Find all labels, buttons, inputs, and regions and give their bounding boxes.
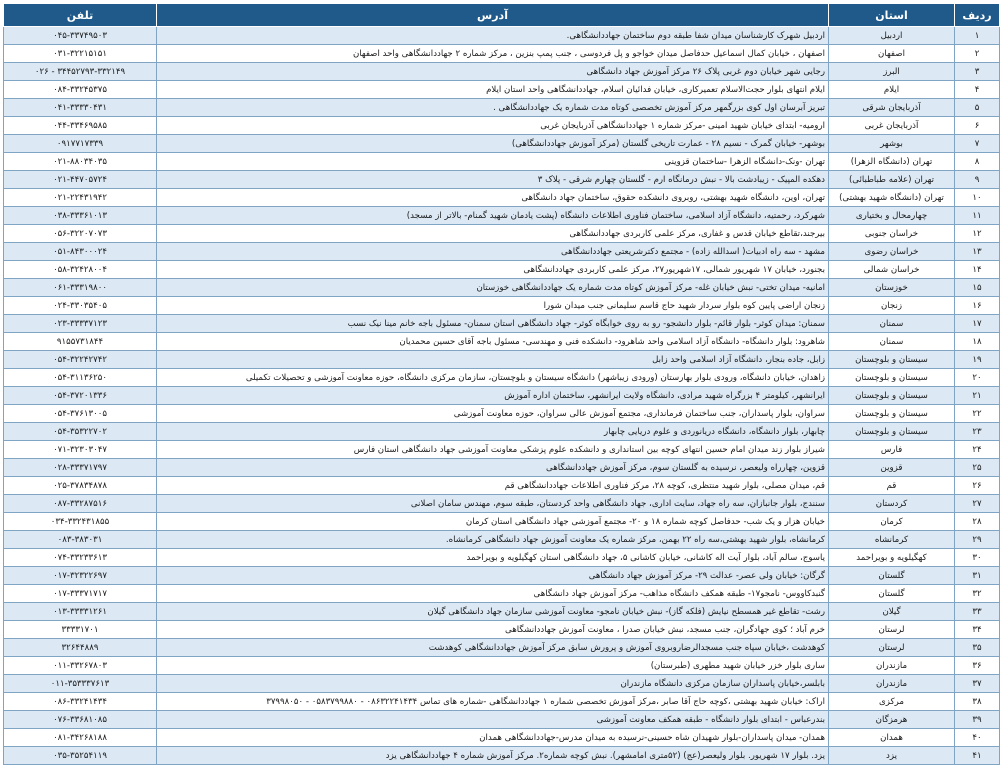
header-province: استان (829, 4, 955, 27)
row-number-cell: ۱۲ (955, 225, 1000, 243)
row-number-cell: ۱۹ (955, 351, 1000, 369)
province-cell: اردبیل (829, 27, 955, 45)
phone-cell: ۰۳۴-۳۳۲۴۳۱۸۵۵ (4, 513, 157, 531)
row-number-cell: ۴۱ (955, 747, 1000, 765)
row-number-cell: ۱۳ (955, 243, 1000, 261)
table-row (4, 603, 1000, 621)
phone-cell: ۰۷۴-۳۳۲۳۳۶۱۳ (4, 549, 157, 567)
phone-cell: ۰۱۷-۳۳۳۷۱۷۱۷ (4, 585, 157, 603)
province-cell: سیستان و بلوچستان (829, 405, 955, 423)
table-row (4, 333, 1000, 351)
address-cell: شیراز بلوار زند میدان امام حسین انتهای کوچه بین استانداری و دانشکده علوم پزشکی معاونت آموزشی جهاد دانشگاهی استان فارس (157, 441, 829, 459)
phone-cell: ۳۳۳۳۱۷۰۱ (4, 621, 157, 639)
phone-cell: ۰۳۸-۳۳۳۶۱۰۱۳ (4, 207, 157, 225)
table-row (4, 63, 1000, 81)
row-number-cell: ۱۶ (955, 297, 1000, 315)
row-number-cell: ۸ (955, 153, 1000, 171)
address-cell: بوشهر- خیابان گمرک - نسیم ۲۸ - عمارت تاریخی گلستان (مرکز آموزش جهاددانشگاهی) (157, 135, 829, 153)
row-number-cell: ۲ (955, 45, 1000, 63)
address-cell: مشهد - سه راه ادبیات( اسدالله زاده) - مجتمع دکترشریعتی جهاددانشگاهی (157, 243, 829, 261)
centers-table (3, 3, 1000, 765)
address-cell: سراوان، بلوار پاسداران، جنب ساختمان فرمانداری، مجتمع آموزش عالی سراوان، حوزه معاونت آموزشی (157, 405, 829, 423)
address-cell: ساری بلوار خزر خیابان شهید مطهری (طبرستان) (157, 657, 829, 675)
province-cell: خوزستان (829, 279, 955, 297)
address-cell: چابهار، بلوار دانشگاه، دانشگاه دریانوردی و علوم دریایی چابهار (157, 423, 829, 441)
province-cell: تهران (دانشگاه الزهرا) (829, 153, 955, 171)
row-number-cell: ۱۵ (955, 279, 1000, 297)
province-cell: تهران (دانشگاه شهید بهشتی) (829, 189, 955, 207)
address-cell: قم، میدان مصلی، بلوار شهید منتظری، کوچه ۲۸، مرکز فناوری اطلاعات جهاددانشگاهی قم (157, 477, 829, 495)
row-number-cell: ۲۲ (955, 405, 1000, 423)
province-cell: بوشهر (829, 135, 955, 153)
row-number-cell: ۳۶ (955, 657, 1000, 675)
row-number-cell: ۳۸ (955, 693, 1000, 711)
header-row-number: ردیف (955, 4, 1000, 27)
phone-cell: ۰۱۱-۳۵۳۳۳۷۶۱۳ (4, 675, 157, 693)
province-cell: البرز (829, 63, 955, 81)
address-cell: خرم آباد ؛ کوی جهادگران، جنب مسجد، نبش خیابان صدرا ، معاونت آموزش جهاددانشگاهی (157, 621, 829, 639)
table-header-row (4, 4, 1000, 27)
table-row (4, 117, 1000, 135)
row-number-cell: ۲۸ (955, 513, 1000, 531)
table-row (4, 153, 1000, 171)
province-cell: فارس (829, 441, 955, 459)
row-number-cell: ۱۰ (955, 189, 1000, 207)
phone-cell: ۰۷۶-۳۳۶۸۱۰۸۵ (4, 711, 157, 729)
address-cell: امانیه- میدان تختی- نبش خیابان غله- مرکز آموزش کوتاه مدت شماره یک جهاددانشگاهی خوزستان (157, 279, 829, 297)
phone-cell: ۰۵۴-۳۱۱۳۶۲۵۰ (4, 369, 157, 387)
phone-cell: ۰۲۱-۸۸۰۳۴۰۳۵ (4, 153, 157, 171)
phone-cell: ۰۸۷-۳۳۲۸۷۵۱۶ (4, 495, 157, 513)
phone-cell: ۰۴۵-۳۳۷۴۹۵۰۳ (4, 27, 157, 45)
table-row (4, 27, 1000, 45)
row-number-cell: ۱ (955, 27, 1000, 45)
table-row (4, 459, 1000, 477)
table-row (4, 423, 1000, 441)
province-cell: ایلام (829, 81, 955, 99)
address-cell: بندرعباس - ابتدای بلوار دانشگاه - طبقه همکف معاونت آموزشی (157, 711, 829, 729)
address-cell: زابل، جاده بنجار، دانشگاه آزاد اسلامی واحد زابل (157, 351, 829, 369)
row-number-cell: ۳۵ (955, 639, 1000, 657)
address-cell: تهران، اوین، دانشگاه شهید بهشتی، روبروی دانشکده حقوق، ساختمان جهاد دانشگاهی (157, 189, 829, 207)
table-row (4, 747, 1000, 765)
province-cell: مازندران (829, 657, 955, 675)
row-number-cell: ۱۸ (955, 333, 1000, 351)
row-number-cell: ۱۱ (955, 207, 1000, 225)
address-cell: سنندج، بلوار جانبازان، سه راه جهاد، سایت اداری، جهاد دانشگاهی واحد کردستان، طبقه سوم، مهندس سامان اصلانی (157, 495, 829, 513)
table-row (4, 261, 1000, 279)
table-row (4, 405, 1000, 423)
table-row (4, 621, 1000, 639)
address-cell: ایرانشهر، کیلومتر ۴ بزرگراه شهید مرادی، دانشگاه ولایت ایرانشهر، ساختمان اداره آموزش (157, 387, 829, 405)
table-row (4, 729, 1000, 747)
phone-cell: ۰۵۶-۳۲۲۰۷۰۷۳ (4, 225, 157, 243)
row-number-cell: ۳۰ (955, 549, 1000, 567)
phone-cell: ۰۵۴-۳۷۶۱۳۰۰۵ (4, 405, 157, 423)
province-cell: تهران (علامه طباطبائی) (829, 171, 955, 189)
row-number-cell: ۲۱ (955, 387, 1000, 405)
row-number-cell: ۲۵ (955, 459, 1000, 477)
table-row (4, 567, 1000, 585)
province-cell: آذربایجان شرقی (829, 99, 955, 117)
phone-cell: ۰۱۱-۳۳۲۶۷۸۰۳ (4, 657, 157, 675)
address-cell: ارومیه- ابتدای خیابان شهید امینی -مرکز شماره ۱ جهاددانشگاهی آذربایجان غربی (157, 117, 829, 135)
table-row (4, 387, 1000, 405)
row-number-cell: ۷ (955, 135, 1000, 153)
province-cell: لرستان (829, 639, 955, 657)
row-number-cell: ۳۲ (955, 585, 1000, 603)
row-number-cell: ۳۳ (955, 603, 1000, 621)
address-cell: اراک: خیابان شهید بهشتی ،کوچه حاج آقا صابر ،مرکز آموزش تخصصی شماره ۱ جهاددانشگاهی -شماره های تماس ۰۸۶۳۲۲۴۱۴۳۴ - ۰۵۸۳۷۹۹۸۸۰ - ۳۷۹۹۸۰۵۰ (157, 693, 829, 711)
phone-cell: ۰۵۱-۸۴۳۰۰۰۲۴ (4, 243, 157, 261)
province-cell: کردستان (829, 495, 955, 513)
table-row (4, 315, 1000, 333)
phone-cell: ۰۴۴-۳۳۴۶۹۵۸۵ (4, 117, 157, 135)
table-row (4, 531, 1000, 549)
province-cell: گلستان (829, 567, 955, 585)
table-row (4, 693, 1000, 711)
row-number-cell: ۲۴ (955, 441, 1000, 459)
table-row (4, 225, 1000, 243)
address-cell: یزد. بلوار ۱۷ شهریور. بلوار ولیعصر(عج) (۵۲متری امامشهر). نبش کوچه شماره۲. مرکز آموزش شماره ۴ جهاددانشگاهی یزد (157, 747, 829, 765)
phone-cell: ۰۲۱-۴۴۷۰۵۷۲۴ (4, 171, 157, 189)
province-cell: قم (829, 477, 955, 495)
phone-cell: ۰۵۴-۳۷۲۰۱۳۳۶ (4, 387, 157, 405)
province-cell: لرستان (829, 621, 955, 639)
address-cell: اردبیل شهرک کارشناسان میدان شفا طبقه دوم ساختمان جهاددانشگاهی. (157, 27, 829, 45)
address-cell: گنبدکاووس- نامجو۱۷- طبقه همکف دانشگاه مذاهب- مرکز آموزش جهاد دانشگاهی (157, 585, 829, 603)
phone-cell: ۰۸۳-۳۸۳۰۳۱ (4, 531, 157, 549)
address-cell: همدان- میدان پاسداران-بلوار شهیدان شاه حسینی-نرسیده به میدان مدرس-جهاددانشگاهی همدان (157, 729, 829, 747)
phone-cell: ۰۹۱۷۷۱۷۳۳۹ (4, 135, 157, 153)
table-row (4, 495, 1000, 513)
province-cell: خراسان شمالی (829, 261, 955, 279)
row-number-cell: ۳۴ (955, 621, 1000, 639)
address-cell: زاهدان، خیابان دانشگاه، ورودی بلوار بهارستان (ورودی زیباشهر) دانشگاه سیستان و بلوچستان، سازمان مرکزی دانشگاه، حوزه معاونت آموزشی و تحصیلات تکمیلی (157, 369, 829, 387)
table-row (4, 81, 1000, 99)
province-cell: کرمانشاه (829, 531, 955, 549)
phone-cell: ۰۲۸-۳۳۳۷۱۷۹۷ (4, 459, 157, 477)
address-cell: کرمانشاه، بلوار شهید بهشتی،سه راه ۲۲ بهمن، مرکز شماره یک معاونت آموزش جهاد دانشگاهی کرمانشاه. (157, 531, 829, 549)
address-cell: یاسوج، سالم آباد، بلوار آیت اله کاشانی، خیابان کاشانی ۵، جهاد دانشگاهی استان کهگیلویه و بویراحمد (157, 549, 829, 567)
address-cell: اصفهان ، خیابان کمال اسماعیل حدفاصل میدان خواجو و پل فردوسی ، جنب پمپ بنزین ، مرکز شماره ۲ جهاددانشگاهی واحد اصفهان (157, 45, 829, 63)
province-cell: گلستان (829, 585, 955, 603)
row-number-cell: ۹ (955, 171, 1000, 189)
table-row (4, 243, 1000, 261)
table-body (4, 27, 1000, 765)
address-cell: کوهدشت ،خیابان سپاه جنب مسجدالرضاروبروی آموزش و پرورش سابق مرکز آموزش جهاددانشگاهی کوهدشت (157, 639, 829, 657)
province-cell: یزد (829, 747, 955, 765)
table-row (4, 369, 1000, 387)
phone-cell: ۰۳۱-۳۲۲۱۵۱۵۱ (4, 45, 157, 63)
phone-cell: ۰۸۴-۳۳۲۴۵۳۷۵ (4, 81, 157, 99)
table-row (4, 441, 1000, 459)
province-cell: سمنان (829, 333, 955, 351)
table-row (4, 585, 1000, 603)
province-cell: زنجان (829, 297, 955, 315)
table-row (4, 135, 1000, 153)
row-number-cell: ۳۱ (955, 567, 1000, 585)
row-number-cell: ۳ (955, 63, 1000, 81)
table-row (4, 639, 1000, 657)
province-cell: خراسان جنوبی (829, 225, 955, 243)
province-cell: سیستان و بلوچستان (829, 351, 955, 369)
table-row (4, 99, 1000, 117)
table-row (4, 477, 1000, 495)
phone-cell: ۰۱۳-۳۳۳۳۱۲۶۱ (4, 603, 157, 621)
phone-cell: ۰۳۵-۳۵۲۵۴۱۱۹ (4, 747, 157, 765)
province-cell: سیستان و بلوچستان (829, 369, 955, 387)
address-cell: قزوین، چهارراه ولیعصر، نرسیده به گلستان سوم، مرکز آموزش جهاددانشگاهی (157, 459, 829, 477)
address-cell: سمنان: میدان کوثر- بلوار قائم- بلوار دانشجو- رو به روی خوابگاه کوثر- جهاد دانشگاهی استان سمنان- مسئول باجه خانم مینا نیک نسب (157, 315, 829, 333)
address-cell: شاهرود: بلوار دانشگاه- دانشگاه آزاد اسلامی واحد شاهرود- دانشکده فنی و مهندسی- مسئول باجه آقای حسین محمدیان (157, 333, 829, 351)
province-cell: سمنان (829, 315, 955, 333)
table-row (4, 207, 1000, 225)
row-number-cell: ۱۴ (955, 261, 1000, 279)
row-number-cell: ۴۰ (955, 729, 1000, 747)
province-cell: مرکزی (829, 693, 955, 711)
row-number-cell: ۳۷ (955, 675, 1000, 693)
row-number-cell: ۱۷ (955, 315, 1000, 333)
phone-cell: ۰۲۵-۳۷۸۳۴۸۷۸ (4, 477, 157, 495)
address-cell: زنجان اراضی پایین کوه بلوار سردار شهید حاج قاسم سلیمانی جنب میدان شورا (157, 297, 829, 315)
address-cell: ایلام انتهای بلوار حجت‌الاسلام تعمیرکاری، خیابان فدائیان اسلام، جهاددانشگاهی واحد استان ایلام (157, 81, 829, 99)
province-cell: چهارمحال و بختیاری (829, 207, 955, 225)
phone-cell: ۰۶۱-۳۳۳۱۹۸۰۰ (4, 279, 157, 297)
phone-cell: ۰۵۴-۳۵۳۲۲۷۰۲ (4, 423, 157, 441)
header-phone: تلفن (4, 4, 157, 27)
address-cell: بیرجند،تقاطع خیابان قدس و غفاری، مرکز علمی کاربردی جهاددانشگاهی (157, 225, 829, 243)
phone-cell: ۰۸۱-۳۴۲۶۸۱۸۸ (4, 729, 157, 747)
address-cell: دهکده المپیک - زیبادشت بالا - نبش درمانگاه ارم - گلستان چهارم شرقی - پلاک ۳ (157, 171, 829, 189)
table-row (4, 45, 1000, 63)
table-row (4, 549, 1000, 567)
header-address: آدرس (157, 4, 829, 27)
province-cell: خراسان رضوی (829, 243, 955, 261)
row-number-cell: ۴ (955, 81, 1000, 99)
province-cell: سیستان و بلوچستان (829, 423, 955, 441)
phone-cell: ۰۸۶-۳۳۲۴۱۴۳۴ (4, 693, 157, 711)
province-cell: هرمزگان (829, 711, 955, 729)
row-number-cell: ۲۷ (955, 495, 1000, 513)
table-row (4, 171, 1000, 189)
address-cell: بجنورد، خیابان ۱۷ شهریور شمالی، ۱۷شهریور۲۷، مرکز علمی کاربردی جهاددانشگاهی (157, 261, 829, 279)
row-number-cell: ۲۰ (955, 369, 1000, 387)
row-number-cell: ۲۶ (955, 477, 1000, 495)
table-row (4, 279, 1000, 297)
phone-cell: ۹۱۵۵۷۳۱۸۴۴ (4, 333, 157, 351)
row-number-cell: ۲۹ (955, 531, 1000, 549)
address-cell: گرگان: خیابان ولی عصر- عدالت ۲۹- مرکز آموزش جهاد دانشگاهی (157, 567, 829, 585)
table-row (4, 675, 1000, 693)
province-cell: سیستان و بلوچستان (829, 387, 955, 405)
province-cell: آذربایجان غربی (829, 117, 955, 135)
province-cell: کرمان (829, 513, 955, 531)
phone-cell: ۰۲۴-۳۳۰۳۵۴۰۵ (4, 297, 157, 315)
province-cell: اصفهان (829, 45, 955, 63)
address-cell: خیابان هزار و یک شب- حدفاصل کوچه شماره ۱۸ و ۲۰- مجتمع آموزشی جهاد دانشگاهی استان کرمان (157, 513, 829, 531)
phone-cell: ۰۲۶ - ۳۴۴۵۲۷۹۳-۳۳۲۱۴۹ (4, 63, 157, 81)
province-cell: قزوین (829, 459, 955, 477)
province-cell: کهگیلویه و بویراحمد (829, 549, 955, 567)
address-cell: رشت- تقاطع غیر همسطح نیایش (فلکه گاز)- نبش خیابان نامجو- معاونت آموزشی سازمان جهاد دانشگاهی گیلان (157, 603, 829, 621)
row-number-cell: ۲۳ (955, 423, 1000, 441)
row-number-cell: ۶ (955, 117, 1000, 135)
phone-cell: ۳۲۶۴۴۸۸۹ (4, 639, 157, 657)
address-cell: بابلسر،خیابان پاسداران سازمان مرکزی دانشگاه مازندران (157, 675, 829, 693)
address-cell: تبریز آبرسان اول کوی بزرگمهر مرکز آموزش تخصصی کوتاه مدت شماره یک جهاددانشگاهی . (157, 99, 829, 117)
table-row (4, 351, 1000, 369)
phone-cell: ۰۴۱-۳۳۳۳۰۴۳۱ (4, 99, 157, 117)
phone-cell: ۰۷۱-۳۲۳۰۳۰۴۷ (4, 441, 157, 459)
province-cell: همدان (829, 729, 955, 747)
table-row (4, 711, 1000, 729)
row-number-cell: ۵ (955, 99, 1000, 117)
phone-cell: ۰۵۴-۳۲۲۴۲۷۴۲ (4, 351, 157, 369)
province-cell: مازندران (829, 675, 955, 693)
address-cell: تهران -ونک-دانشگاه الزهرا -ساختمان قزوینی (157, 153, 829, 171)
phone-cell: ۰۲۱-۲۲۴۳۱۹۴۲ (4, 189, 157, 207)
row-number-cell: ۳۹ (955, 711, 1000, 729)
phone-cell: ۰۲۳-۳۳۳۳۷۱۲۳ (4, 315, 157, 333)
phone-cell: ۰۵۸-۳۲۴۲۸۰۰۴ (4, 261, 157, 279)
table-row (4, 189, 1000, 207)
phone-cell: ۰۱۷-۳۲۳۲۲۶۹۷ (4, 567, 157, 585)
address-cell: رجایی شهر خیابان دوم غربی پلاک ۲۶ مرکز آموزش جهاد دانشگاهی (157, 63, 829, 81)
address-cell: شهرکرد، رحمتیه، دانشگاه آزاد اسلامی، ساختمان فناوری اطلاعات دانشگاه (پشت یادمان شهید گمنام- بالاتر از مسجد) (157, 207, 829, 225)
province-cell: گیلان (829, 603, 955, 621)
table-row (4, 297, 1000, 315)
table-row (4, 513, 1000, 531)
table-row (4, 657, 1000, 675)
